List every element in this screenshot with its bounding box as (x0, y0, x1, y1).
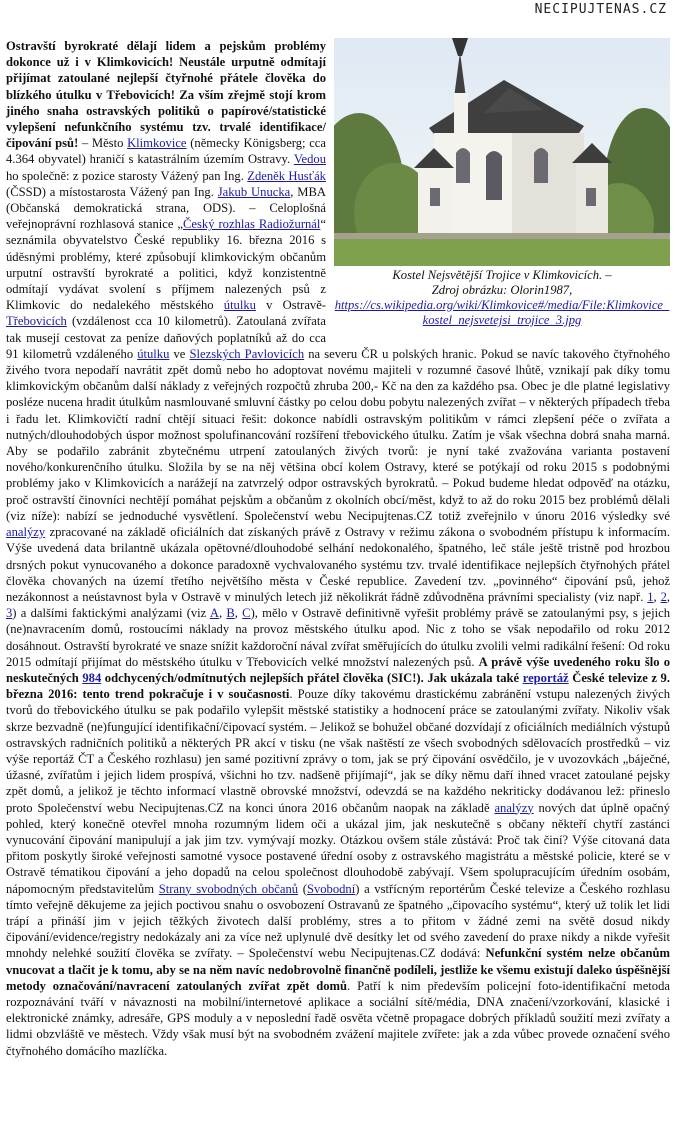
church-photo (334, 38, 670, 266)
text: ho společně: z pozice starosty Vážený pan Ing. (6, 168, 248, 183)
link-984[interactable]: 984 (82, 670, 102, 685)
text: , (234, 606, 243, 621)
link-utulku[interactable]: útulku (223, 298, 256, 313)
text: . Pouze díky takovému drastickému zabránění vstupu nalezených živých tvorů do třebovického útulku se pak podařilo vylepšit městské statistiky a hodnocení práce se zatoulanými zvířaty. Nikoliv však skrze bezvadně (ne)fungující identifikační/čipovací systém. – Jelikož se bohužel občané dozvídají z oficiálních mediálních výstupů ostravských radničních politiků a některých PR akcí v tisku (ne však naštěstí ze všech svobodných sdělovacích prostředků – viz výše reportáž ČT a Českého rozhlasu) jen samé pozitivní zprávy o tom, jak se prý čipování osvědčilo, je v uvozovkách „báječné, úžasné, zvířatům i jejich lidem prospívá, všichni ho tzv. nadšeně přijímají“, jak se díky němu daří ihned vracet zatoulané pejsky zpět domů, a jelikož je těchto informací vlastně obrovské množství, odevzdá se na každého nekriticky dodávanou lež: přineslo proto Společenství webu Necipujtenas.CZ na konci února 2016 občanům naopak na základě (6, 687, 670, 815)
link-analyzy[interactable]: analýzy (6, 525, 46, 540)
text: – Město (78, 136, 128, 151)
site-header: NECIPUJTENAS.CZ (534, 2, 667, 17)
link-trebovice[interactable]: Třebovicích (6, 314, 67, 329)
link-hustak[interactable]: Zdeněk Husťák (247, 168, 326, 183)
caption-title: Kostel Nejsvětější Trojice v Klimkovicích. – (392, 268, 612, 282)
text: zpracované na základě oficiálních dat získaných právě z Ostravy v režimu zákona o svobodném přístupu k informacím. Výše uvedená data brilantně ukázala opětovné/dlouhodobé selhání nedokonalého, špatného, leč stále ještě tristně pod hrozbou drsných pokut vynucovaného a dokonce paradoxně vychvalovaného systému tzv. trvalé identifikace nejlepších čtyřnohých přátel člověka chovaných na území třetího největšího města v České republice. Zavedení tzv. „povinného“ čipování psů, jehož nezákonnost a neústavnost byla v Ostravě v minulých letech již několikrát řádně zdůvodněna právními specialisty (viz např. (6, 525, 670, 604)
text: , MBA (Občanská demokratická strana, ODS). – Celoplošná veřejnoprávní rozhlasová stanice „ (6, 184, 326, 232)
link-klimkovice[interactable]: Klimkovice (127, 136, 187, 151)
caption-source-link[interactable]: https://cs.wikipedia.org/wiki/Klimkovice#/media/File:Klimkovice_kostel_nejsvetejsi_trojice_3.jpg (334, 298, 670, 327)
text: na severu ČR u polských hranic. Pokud se navíc takového čtyřnohého živého tvora nepodaří navrátit zpět domů nebo ho adoptovat novému majiteli v rozumné časové lhůtě, vznikají pak díky tomu klimkovickým občanům další náklady z veřejných rozpočtů zhruba 200,- Kč na den za každého psa. Obec je dle platné legislativy posléze nucena hradit útulkům nasmlouvané smluvní částky po celou dobu pobytu nalezených zvířat – v některých případech třeba i řadu let. Klimkovičtí radní chtějí situaci řešit: dokonce nabídli ostravským politikům v rámci zlepšení péče o zvířata a nutných/dlouhodobých úspor možnost spolufinancování rozšíření třebovického útulku. Zatím je však všechna dobrá snaha marná. Aby se podařilo zabránit zbytečnému utrpení zatoulaných živých tvorů: je nyní také zvažována varianta postavení nového/konkurenčního útulku. Složila by se na něj většina obcí kolem Ostravy, které se potýkají od roku 2015 s podobnými problémy jako v Klimkovicích a narážejí na zatvrzelý odpor ostravských byrokratů. – Pokud budeme hledat odpověď na otázku, proč ostravští činovníci nechtějí pomáhat pejskům a občanům z okolních obcí/měst, když to až do roku 2015 bez problémů dělali (viz níže): nabízí se jednoduché vysvětlení. Společenství webu Necipujtenas.CZ totiž zveřejnilo v únoru 2016 výsledky své (6, 346, 671, 523)
bold-text: České televize z 9. března 2016: tento trend pokračuje i v současnosti (6, 670, 670, 702)
link-analyzy-2[interactable]: analýzy (494, 800, 534, 815)
link-ref-a[interactable]: A (209, 606, 219, 621)
article-body (6, 38, 670, 1059)
text: (německy Königsberg; cca 4.364 obyvatel) hraničí s katastrálním územím Ostravy. (6, 136, 326, 167)
text: ) a dalšími faktickými analýzami (viz (12, 606, 210, 621)
text: , (653, 589, 661, 604)
text: . Patří k nim především policejní foto-identifikační metoda rozpoznávání tváří v návaznosti na mobilní/internetové aplikace a sociální sítě/média, DNA značení/vzorkování, klasické i elektronické známky, adresáře, GPS moduly a v neposlední řadě osvěta včetně propagace dobrých příkladů soužití mezi zvířaty a lidmi obzvláště ve městech. Vždy však musí být na svobodném zvážení majitele zvířete: jak a zda vůbec provede označení svého čtyřnohého domácího mazlíčka. (6, 978, 670, 1058)
intro-bold: Ostravští byrokraté dělají lidem a pejskům problémy dokonce už i v Klimkovicích! Neustále urputně odmítají přijímat zatoulané nejlepší čtyřnohé přátele člověka do blízkého útulku v Třebovicích! Za vším zřejmě stojí krom jiného snaha ostravských politiků o papírové/statistické vylepšení nefunkčního systému tzv. trvalé identifikace/čipování psů! (6, 39, 326, 151)
link-radiozurnal[interactable]: Český rozhlas Radiožurnál (183, 217, 321, 232)
bold-text: A právě výše uvedeného roku šlo o neskutečných (6, 654, 670, 685)
text: ( (298, 881, 307, 896)
link-ref-b[interactable]: B (226, 606, 235, 621)
text: “ seznámila obyvatelstvo České republiky 16. března 2016 s úděsnými problémy, které způsobují klimkovickým občanům urputní ostravští byrokraté a politici, když konzistentně odmítají vydávat svolení s příjmem nalezených psů z Klimkovic do nedalekého městského (6, 217, 326, 313)
link-utulku-pavlovice[interactable]: útulku (137, 346, 170, 361)
text: ve (169, 346, 190, 361)
text: ) a vstřícným reportérům České televize a Českého rozhlasu tímto veřejně děkujeme za jejich poctivou snahu o osvobození Ostravanů ze špatného „čipovacího systému“, který už tolik let lidi trápí a přináší jim v jejich těžkých životech další problémy, stres a to přitom v žádné zemi na světě dosud nikdy čipování/evidence/registry nedokázaly ani za více než uplynulé dvě desítky let od svého zavedení do praxe nikdy a nikde vyřešit mnohdy nelehké soužití člověka se zvířaty. – Společenství webu Necipujtenas.CZ dodává: (6, 881, 671, 961)
figure-caption (334, 268, 670, 328)
link-svobodni[interactable]: Svobodní (306, 881, 356, 896)
link-vedou[interactable]: Vedou (293, 152, 326, 167)
text: (ČSSD) a místostarosta Vážený pan Ing. (6, 184, 218, 199)
text: ), mělo v Ostravě definitivně vyřešit problémy právě se zatoulanými psy, s jejich (ne)navracením domů, rostoucími náklady na provoz městského útulku apod. Nic z toho se však nepodařilo od roku 2012 dosáhnout. Ostravští byrokraté ve snaze snížit každoroční nával zvířat směřujících do útulku zvolili velmi radikální řešení: Od roku 2015 odmítají přijímat do městského útulku v Třebovicích velké množství nalezených psů. (6, 606, 671, 669)
link-ref-1[interactable]: 1 (647, 589, 654, 604)
text: nových dat úplně opačný pohled, který konečně otevřel mnoha rozumným lidem oči a ukázal jim, jak neskutečně s občany někteří chytří zastánci vynucování čipování manipulují a jak jim tzv. vymývají mozky. Otázkou ovšem stále zůstává: Proč tak činí? Výše citovaná data přitom poskytly široké veřejnosti samotné vysoce postavené úřední osoby z ostravského magistrátu a městské policie, které se v Ostravě tématikou čipování a jeho dopadů na celou společnost dlouhodobě zabývají. Všem spolupracujícím úředním osobám, nápomocným představitelům (6, 800, 670, 896)
link-slezske-pavlovice[interactable]: Slezských Pavlovicích (189, 346, 305, 361)
text: , (218, 606, 227, 621)
link-ref-3[interactable]: 3 (6, 606, 13, 621)
bold-text: Nefunkční systém nelze občanům vnucovat a tlačit je k tomu, aby se na něm navíc nedobrovolně finančně podíleli, jestliže ke všemu existují daleko úspěšnější metody označování/navracení zatoulaných zvířat zpět domů (6, 946, 670, 993)
text: , (666, 589, 671, 604)
text: (vzdálenost cca 10 kilometrů). Zatoulaná zvířata tak musejí cestovat za peníze daňových poplatníků až do cca 91 kilometrů vzdáleného (6, 314, 326, 361)
church-figure (334, 38, 670, 328)
bold-text: odchycených/odmítnutých nejlepších přátel člověka (SIC!). Jak ukázala také (101, 670, 523, 685)
link-unucka[interactable]: Jakub Unucka (217, 184, 291, 199)
link-reportaz[interactable]: reportáž (522, 670, 569, 685)
link-strany-svobodnych[interactable]: Strany svobodných občanů (158, 881, 299, 896)
caption-source: Zdroj obrázku: Olorin1987, (431, 283, 573, 297)
link-ref-c[interactable]: C (242, 606, 251, 621)
link-ref-2[interactable]: 2 (660, 589, 667, 604)
text: v Ostravě- (255, 298, 326, 313)
